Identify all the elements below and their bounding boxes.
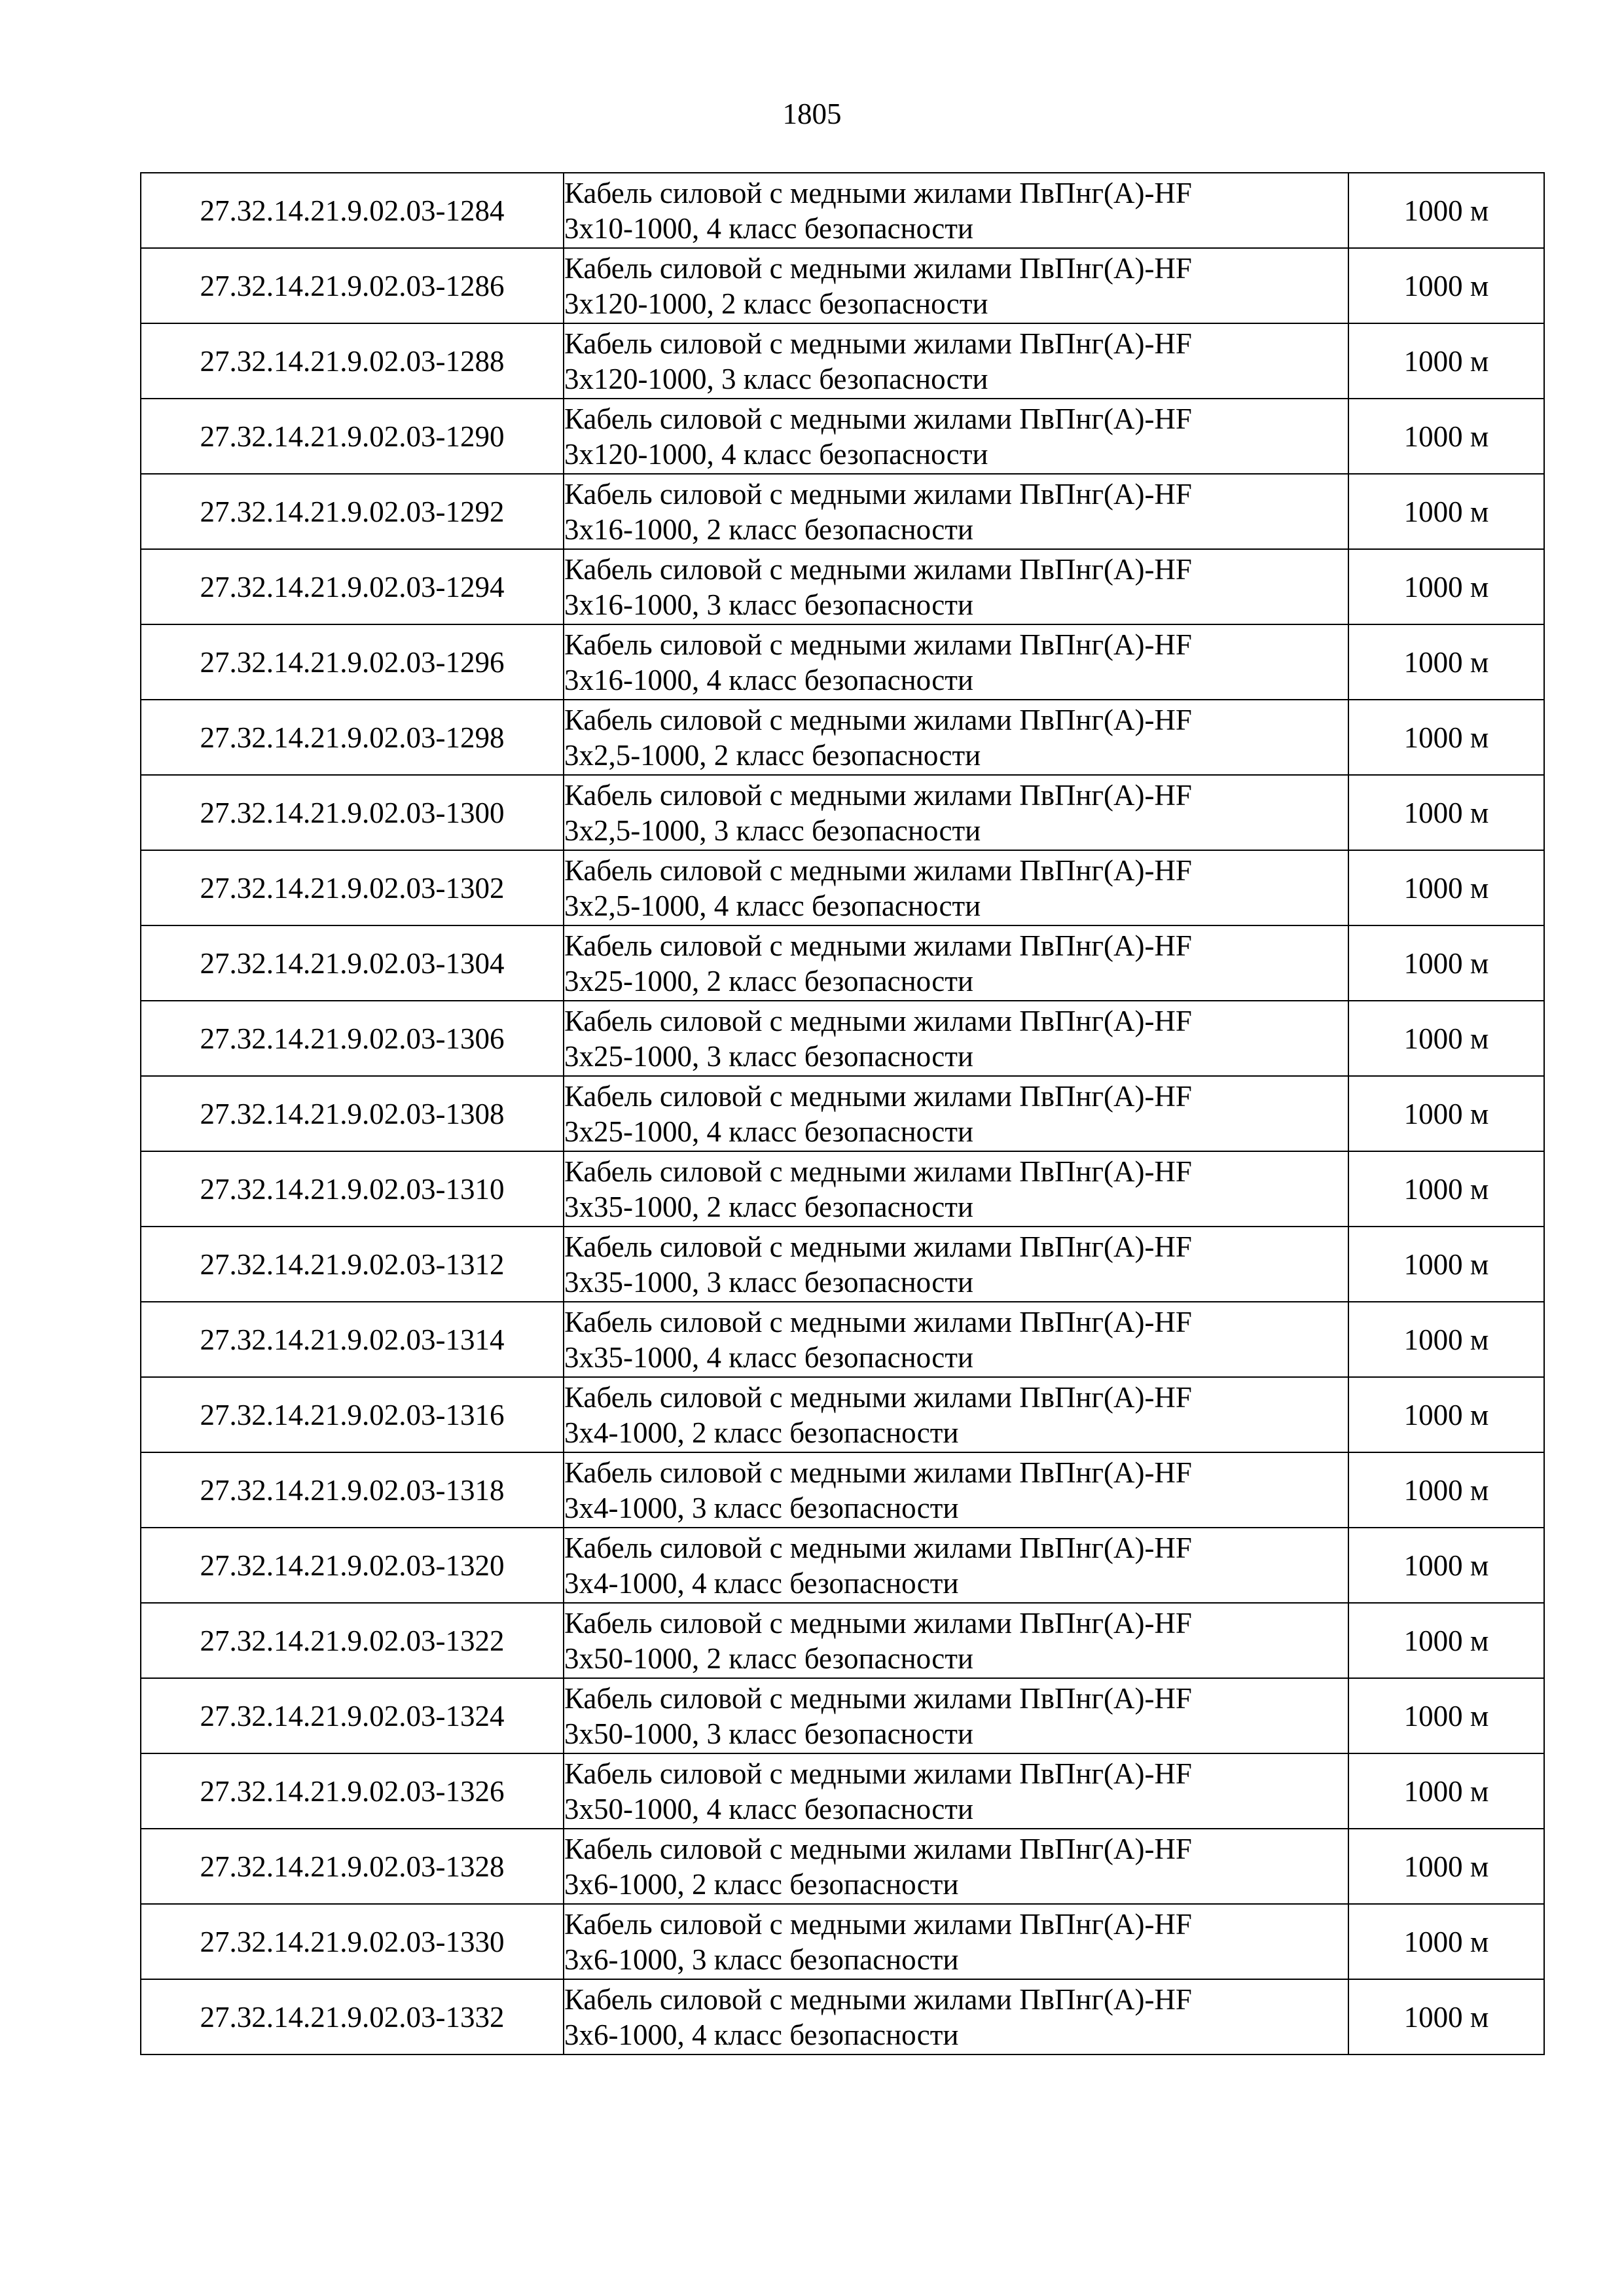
table-row — [141, 399, 1544, 474]
unit-of-measure: 1000 м — [1348, 1302, 1544, 1377]
resource-name-line-2: 3х120-1000, 3 класс безопасности — [564, 362, 988, 395]
resource-name-line-2: 3х16-1000, 2 класс безопасности — [564, 512, 974, 546]
resource-name-line-1: Кабель силовой с медными жилами ПвПнг(А)-HF — [564, 327, 1192, 360]
resource-name-line-2: 3х6-1000, 2 класс безопасности — [564, 1867, 959, 1901]
resource-code: 27.32.14.21.9.02.03-1292 — [141, 474, 564, 549]
resource-name-line-2: 3х4-1000, 3 класс безопасности — [564, 1491, 959, 1524]
table-row — [141, 1979, 1544, 2054]
resource-code: 27.32.14.21.9.02.03-1310 — [141, 1151, 564, 1227]
table-row — [141, 1678, 1544, 1753]
unit-of-measure: 1000 м — [1348, 1076, 1544, 1151]
resource-name — [564, 1452, 1348, 1528]
resource-code: 27.32.14.21.9.02.03-1330 — [141, 1904, 564, 1979]
resource-name-line-2: 3х2,5-1000, 2 класс безопасности — [564, 738, 981, 772]
resource-name-line-1: Кабель силовой с медными жилами ПвПнг(А)-HF — [564, 1832, 1192, 1865]
resource-name-line-1: Кабель силовой с медными жилами ПвПнг(А)-HF — [564, 1982, 1192, 2016]
resource-name-line-1: Кабель силовой с медными жилами ПвПнг(А)-HF — [564, 1305, 1192, 1338]
table-row — [141, 549, 1544, 624]
table-row — [141, 624, 1544, 700]
resource-code: 27.32.14.21.9.02.03-1288 — [141, 323, 564, 399]
resource-code: 27.32.14.21.9.02.03-1302 — [141, 850, 564, 925]
table-row — [141, 1001, 1544, 1076]
resource-code: 27.32.14.21.9.02.03-1304 — [141, 925, 564, 1001]
unit-of-measure: 1000 м — [1348, 1678, 1544, 1753]
unit-of-measure: 1000 м — [1348, 1452, 1544, 1528]
unit-of-measure: 1000 м — [1348, 850, 1544, 925]
resource-name-line-2: 3х50-1000, 4 класс безопасности — [564, 1792, 974, 1825]
unit-of-measure: 1000 м — [1348, 323, 1544, 399]
resource-code: 27.32.14.21.9.02.03-1318 — [141, 1452, 564, 1528]
resource-name-line-1: Кабель силовой с медными жилами ПвПнг(А)-HF — [564, 552, 1192, 586]
table-row — [141, 1904, 1544, 1979]
resource-name — [564, 1678, 1348, 1753]
unit-of-measure: 1000 м — [1348, 925, 1544, 1001]
resource-name-line-2: 3х16-1000, 4 класс безопасности — [564, 663, 974, 696]
resource-name — [564, 248, 1348, 323]
resource-name-line-2: 3х25-1000, 4 класс безопасности — [564, 1115, 974, 1148]
table-row — [141, 1753, 1544, 1829]
resource-name — [564, 173, 1348, 248]
table-row — [141, 323, 1544, 399]
resource-name-line-2: 3х4-1000, 4 класс безопасности — [564, 1566, 959, 1600]
table-row — [141, 1302, 1544, 1377]
resource-code: 27.32.14.21.9.02.03-1320 — [141, 1528, 564, 1603]
resource-name-line-2: 3х120-1000, 2 класс безопасности — [564, 287, 988, 320]
resource-name-line-2: 3х25-1000, 3 класс безопасности — [564, 1039, 974, 1073]
resource-code: 27.32.14.21.9.02.03-1326 — [141, 1753, 564, 1829]
resource-name-line-1: Кабель силовой с медными жилами ПвПнг(А)-HF — [564, 251, 1192, 285]
table-row — [141, 850, 1544, 925]
unit-of-measure: 1000 м — [1348, 1603, 1544, 1678]
resource-name — [564, 1076, 1348, 1151]
resource-code: 27.32.14.21.9.02.03-1290 — [141, 399, 564, 474]
resource-name-line-1: Кабель силовой с медными жилами ПвПнг(А)-HF — [564, 1531, 1192, 1564]
resource-name — [564, 1377, 1348, 1452]
unit-of-measure: 1000 м — [1348, 775, 1544, 850]
resource-name-line-1: Кабель силовой с медными жилами ПвПнг(А)-HF — [564, 929, 1192, 962]
table-row — [141, 1151, 1544, 1227]
resource-name-line-2: 3х6-1000, 4 класс безопасности — [564, 2018, 959, 2051]
resource-name-line-1: Кабель силовой с медными жилами ПвПнг(А)-HF — [564, 1606, 1192, 1640]
resource-name-line-2: 3х50-1000, 2 класс безопасности — [564, 1641, 974, 1675]
resource-name-line-2: 3х16-1000, 3 класс безопасности — [564, 588, 974, 621]
resource-name-line-2: 3х10-1000, 4 класс безопасности — [564, 211, 974, 245]
unit-of-measure: 1000 м — [1348, 549, 1544, 624]
resource-code: 27.32.14.21.9.02.03-1300 — [141, 775, 564, 850]
unit-of-measure: 1000 м — [1348, 1528, 1544, 1603]
resource-name — [564, 474, 1348, 549]
table-row — [141, 700, 1544, 775]
unit-of-measure: 1000 м — [1348, 1904, 1544, 1979]
table-row — [141, 248, 1544, 323]
unit-of-measure: 1000 м — [1348, 1753, 1544, 1829]
resource-code: 27.32.14.21.9.02.03-1312 — [141, 1227, 564, 1302]
table-row — [141, 775, 1544, 850]
resource-name-line-1: Кабель силовой с медными жилами ПвПнг(А)-HF — [564, 778, 1192, 812]
table-row — [141, 1076, 1544, 1151]
resource-table — [140, 172, 1545, 2055]
resource-name — [564, 399, 1348, 474]
resource-name-line-2: 3х35-1000, 3 класс безопасности — [564, 1265, 974, 1299]
resource-name — [564, 1904, 1348, 1979]
resource-code: 27.32.14.21.9.02.03-1296 — [141, 624, 564, 700]
resource-name-line-1: Кабель силовой с медными жилами ПвПнг(А)-HF — [564, 853, 1192, 887]
resource-code: 27.32.14.21.9.02.03-1322 — [141, 1603, 564, 1678]
resource-code: 27.32.14.21.9.02.03-1324 — [141, 1678, 564, 1753]
resource-name — [564, 850, 1348, 925]
resource-name-line-1: Кабель силовой с медными жилами ПвПнг(А)-HF — [564, 1907, 1192, 1941]
resource-name-line-1: Кабель силовой с медными жилами ПвПнг(А)-HF — [564, 402, 1192, 435]
resource-name — [564, 1829, 1348, 1904]
resource-name-line-1: Кабель силовой с медными жилами ПвПнг(А)-HF — [564, 1079, 1192, 1113]
resource-name-line-1: Кабель силовой с медными жилами ПвПнг(А)-HF — [564, 176, 1192, 209]
table-row — [141, 925, 1544, 1001]
table-row — [141, 173, 1544, 248]
resource-name-line-1: Кабель силовой с медными жилами ПвПнг(А)-HF — [564, 1230, 1192, 1263]
resource-name-line-1: Кабель силовой с медными жилами ПвПнг(А)-HF — [564, 703, 1192, 736]
resource-name-line-1: Кабель силовой с медными жилами ПвПнг(А)-HF — [564, 1681, 1192, 1715]
resource-name — [564, 1528, 1348, 1603]
unit-of-measure: 1000 м — [1348, 1151, 1544, 1227]
table-row — [141, 1829, 1544, 1904]
resource-name — [564, 1603, 1348, 1678]
resource-code: 27.32.14.21.9.02.03-1294 — [141, 549, 564, 624]
table-body — [141, 173, 1544, 2054]
resource-name — [564, 1302, 1348, 1377]
resource-code: 27.32.14.21.9.02.03-1332 — [141, 1979, 564, 2054]
table-row — [141, 1377, 1544, 1452]
resource-code: 27.32.14.21.9.02.03-1328 — [141, 1829, 564, 1904]
unit-of-measure: 1000 м — [1348, 1001, 1544, 1076]
resource-name — [564, 1979, 1348, 2054]
unit-of-measure: 1000 м — [1348, 700, 1544, 775]
unit-of-measure: 1000 м — [1348, 1377, 1544, 1452]
unit-of-measure: 1000 м — [1348, 248, 1544, 323]
resource-name-line-2: 3х2,5-1000, 4 класс безопасности — [564, 889, 981, 922]
resource-code: 27.32.14.21.9.02.03-1286 — [141, 248, 564, 323]
unit-of-measure: 1000 м — [1348, 474, 1544, 549]
resource-code: 27.32.14.21.9.02.03-1284 — [141, 173, 564, 248]
resource-name-line-2: 3х4-1000, 2 класс безопасности — [564, 1416, 959, 1449]
resource-name — [564, 624, 1348, 700]
resource-name-line-2: 3х25-1000, 2 класс безопасности — [564, 964, 974, 997]
resource-name-line-2: 3х35-1000, 2 класс безопасности — [564, 1190, 974, 1223]
resource-name-line-2: 3х120-1000, 4 класс безопасности — [564, 437, 988, 471]
resource-code: 27.32.14.21.9.02.03-1308 — [141, 1076, 564, 1151]
resource-name — [564, 1227, 1348, 1302]
resource-name-line-1: Кабель силовой с медными жилами ПвПнг(А)-HF — [564, 1380, 1192, 1414]
resource-name — [564, 700, 1348, 775]
resource-name-line-2: 3х35-1000, 4 класс безопасности — [564, 1340, 974, 1374]
resource-name-line-1: Кабель силовой с медными жилами ПвПнг(А)-HF — [564, 1004, 1192, 1037]
resource-name — [564, 1151, 1348, 1227]
unit-of-measure: 1000 м — [1348, 624, 1544, 700]
table-row — [141, 1227, 1544, 1302]
unit-of-measure: 1000 м — [1348, 1227, 1544, 1302]
unit-of-measure: 1000 м — [1348, 1829, 1544, 1904]
unit-of-measure: 1000 м — [1348, 173, 1544, 248]
resource-name — [564, 925, 1348, 1001]
resource-name — [564, 1753, 1348, 1829]
resource-name-line-2: 3х50-1000, 3 класс безопасности — [564, 1717, 974, 1750]
resource-name — [564, 1001, 1348, 1076]
resource-name-line-2: 3х2,5-1000, 3 класс безопасности — [564, 814, 981, 847]
resource-name — [564, 775, 1348, 850]
resource-name-line-1: Кабель силовой с медными жилами ПвПнг(А)-HF — [564, 477, 1192, 511]
resource-name-line-2: 3х6-1000, 3 класс безопасности — [564, 1943, 959, 1976]
table-row — [141, 474, 1544, 549]
resource-code: 27.32.14.21.9.02.03-1316 — [141, 1377, 564, 1452]
resource-code: 27.32.14.21.9.02.03-1306 — [141, 1001, 564, 1076]
resource-name — [564, 549, 1348, 624]
resource-name-line-1: Кабель силовой с медными жилами ПвПнг(А)-HF — [564, 1155, 1192, 1188]
resource-name-line-1: Кабель силовой с медными жилами ПвПнг(А)-HF — [564, 1757, 1192, 1790]
resource-name — [564, 323, 1348, 399]
resource-name-line-1: Кабель силовой с медными жилами ПвПнг(А)-HF — [564, 628, 1192, 661]
resource-code: 27.32.14.21.9.02.03-1314 — [141, 1302, 564, 1377]
unit-of-measure: 1000 м — [1348, 399, 1544, 474]
page-number: 1805 — [782, 98, 842, 130]
table-row — [141, 1603, 1544, 1678]
resource-name-line-1: Кабель силовой с медными жилами ПвПнг(А)-HF — [564, 1456, 1192, 1489]
unit-of-measure: 1000 м — [1348, 1979, 1544, 2054]
table-row — [141, 1528, 1544, 1603]
resource-code: 27.32.14.21.9.02.03-1298 — [141, 700, 564, 775]
table-row — [141, 1452, 1544, 1528]
